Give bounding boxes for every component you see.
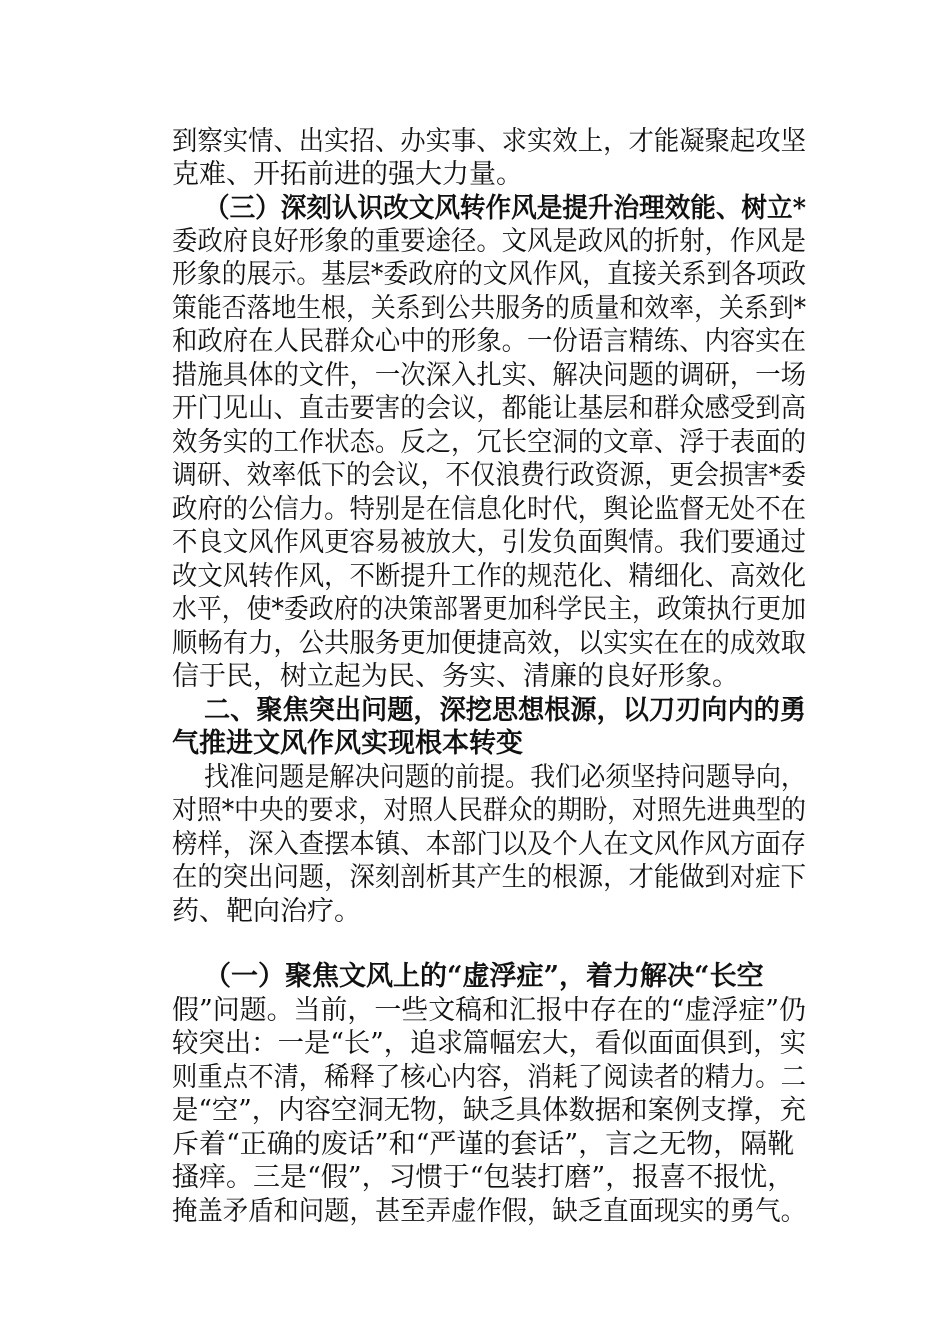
text-line: 搔痒。三是“假”，习惯于“包装打磨”，报喜不报忧， (172, 1162, 795, 1193)
text-line: 假”问题。当前，一些文稿和汇报中存在的“虚浮症”仍 (172, 995, 806, 1026)
text-line: 克难、开拓前进的强大力量。 (172, 159, 523, 190)
text-line: 到察实情、出实招、办实事、求实效上，才能凝聚起攻坚 (172, 126, 806, 157)
text-line: （一）聚焦文风上的“虚浮症”，着力解决“长空 (204, 961, 764, 992)
section-heading: 二、聚焦突出问题，深挖思想根源，以刀刃向内的勇 (204, 695, 806, 726)
text-line: 改文风转作风，不断提升工作的规范化、精细化、高效化 (172, 561, 806, 592)
text-line: 较突出：一是“长”，追求篇幅宏大，看似面面俱到，实 (172, 1028, 806, 1059)
text-line: 调研、效率低下的会议，不仅浪费行政资源，更会损害*委 (172, 460, 806, 491)
section-heading: 气推进文风作风实现根本转变 (172, 728, 523, 759)
text-line: 形象的展示。基层*委政府的文风作风，直接关系到各项政 (172, 259, 806, 290)
text-line: 斥着“正确的废话”和“严谨的套话”，言之无物，隔靴 (172, 1129, 795, 1160)
text-line: 不良文风作风更容易被放大，引发负面舆情。我们要通过 (172, 527, 806, 558)
text-line: 在的突出问题，深刻剖析其产生的根源，才能做到对症下 (172, 862, 806, 893)
text-line: 对照*中央的要求，对照人民群众的期盼，对照先进典型的 (172, 795, 806, 826)
text-line: 委政府良好形象的重要途径。文风是政风的折射，作风是 (172, 226, 806, 257)
text-line: 信于民，树立起为民、务实、清廉的良好形象。 (172, 661, 739, 692)
text-line: 顺畅有力，公共服务更加便捷高效，以实实在在的成效取 (172, 628, 806, 659)
text-line: 掩盖矛盾和问题，甚至弄虚作假，缺乏直面现实的勇气。 (172, 1196, 806, 1227)
text-line: 榜样，深入查摆本镇、本部门以及个人在文风作风方面存 (172, 829, 806, 860)
text-line: 则重点不清，稀释了核心内容，消耗了阅读者的精力。二 (172, 1062, 806, 1093)
text-line: 策能否落地生根，关系到公共服务的质量和效率，关系到* (172, 293, 806, 324)
text-line: 水平，使*委政府的决策部署更加科学民主，政策执行更加 (172, 594, 806, 625)
text-line: 药、靶向治疗。 (172, 896, 361, 927)
text-line: 效务实的工作状态。反之，冗长空洞的文章、浮于表面的 (172, 427, 806, 458)
text-line: 开门见山、直击要害的会议，都能让基层和群众感受到高 (172, 393, 806, 424)
text-line: 政府的公信力。特别是在信息化时代，舆论监督无处不在 (172, 494, 806, 525)
text-line: 找准问题是解决问题的前提。我们必须坚持问题导向， (204, 762, 806, 793)
text-line: 和政府在人民群众心中的形象。一份语言精练、内容实在 (172, 326, 806, 357)
text-line: （三）深刻认识改文风转作风是提升治理效能、树立* (204, 193, 806, 224)
text-line: 措施具体的文件，一次深入扎实、解决问题的调研，一场 (172, 360, 806, 391)
text-line: 是“空”，内容空洞无物，缺乏具体数据和案例支撑，充 (172, 1095, 806, 1126)
